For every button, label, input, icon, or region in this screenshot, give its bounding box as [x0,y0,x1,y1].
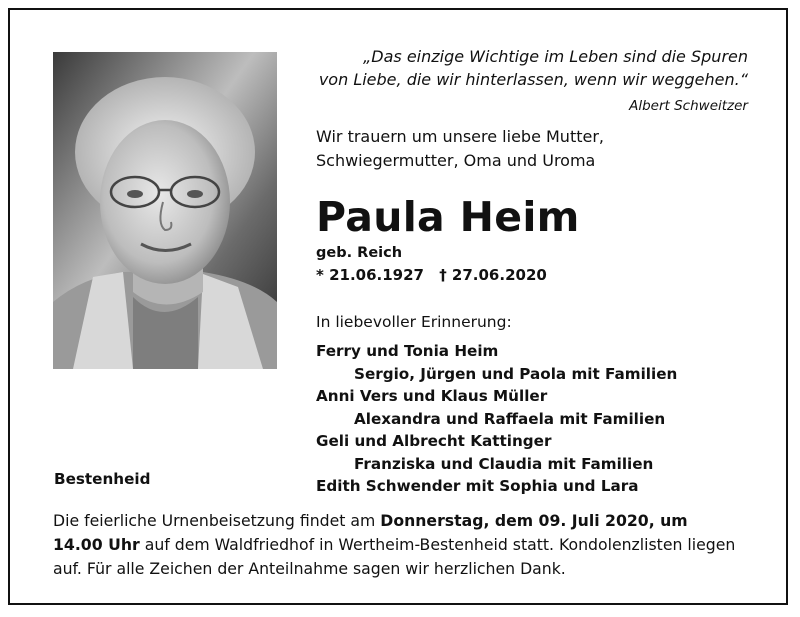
notice-date: Donnerstag, dem 09. Juli 2020, um [380,511,688,530]
mourner-row: Ferry und Tonia Heim [316,342,499,360]
death-date: † 27.06.2020 [439,266,547,284]
funeral-notice [53,509,753,581]
mourners-list [316,340,677,498]
mourner-row: Edith Schwender mit Sophia und Lara [316,477,639,495]
deceased-name: Paula Heim [316,193,580,241]
notice-text-2: auf dem Waldfriedhof in Wertheim-Bestenheid statt. Kondolenzlisten liegen [139,535,736,554]
quote-line-2: von Liebe, die wir hinterlassen, wenn wir weggehen.“ [318,70,748,89]
intro-text [316,125,604,173]
quote-author: Albert Schweitzer [629,98,748,114]
maiden-name: geb. Reich [316,245,403,261]
quote [288,45,748,91]
mourner-row: Geli und Albrecht Kattinger [316,432,552,450]
life-dates [316,266,547,284]
notice-time: 14.00 Uhr [53,535,140,554]
quote-line-1: „Das einzige Wichtige im Leben sind die Spuren [362,47,748,66]
portrait-photo [53,52,277,369]
place-name: Bestenheid [54,470,151,488]
mourner-row: Alexandra und Raffaela mit Familien [354,409,666,428]
intro-line-1: Wir trauern um unsere liebe Mutter, [316,127,604,146]
notice-text-3: auf. Für alle Zeichen der Anteilnahme sagen wir herzlichen Dank. [53,559,566,578]
mourner-row: Franziska und Claudia mit Familien [354,454,654,473]
intro-line-2: Schwiegermutter, Oma und Uroma [316,151,596,170]
mourner-row: Anni Vers und Klaus Müller [316,387,548,405]
birth-date: * 21.06.1927 [316,266,424,284]
memory-label: In liebevoller Erinnerung: [316,313,512,331]
notice-text-1: Die feierliche Urnenbeisetzung findet am [53,511,381,530]
mourner-row: Sergio, Jürgen und Paola mit Familien [354,364,678,383]
